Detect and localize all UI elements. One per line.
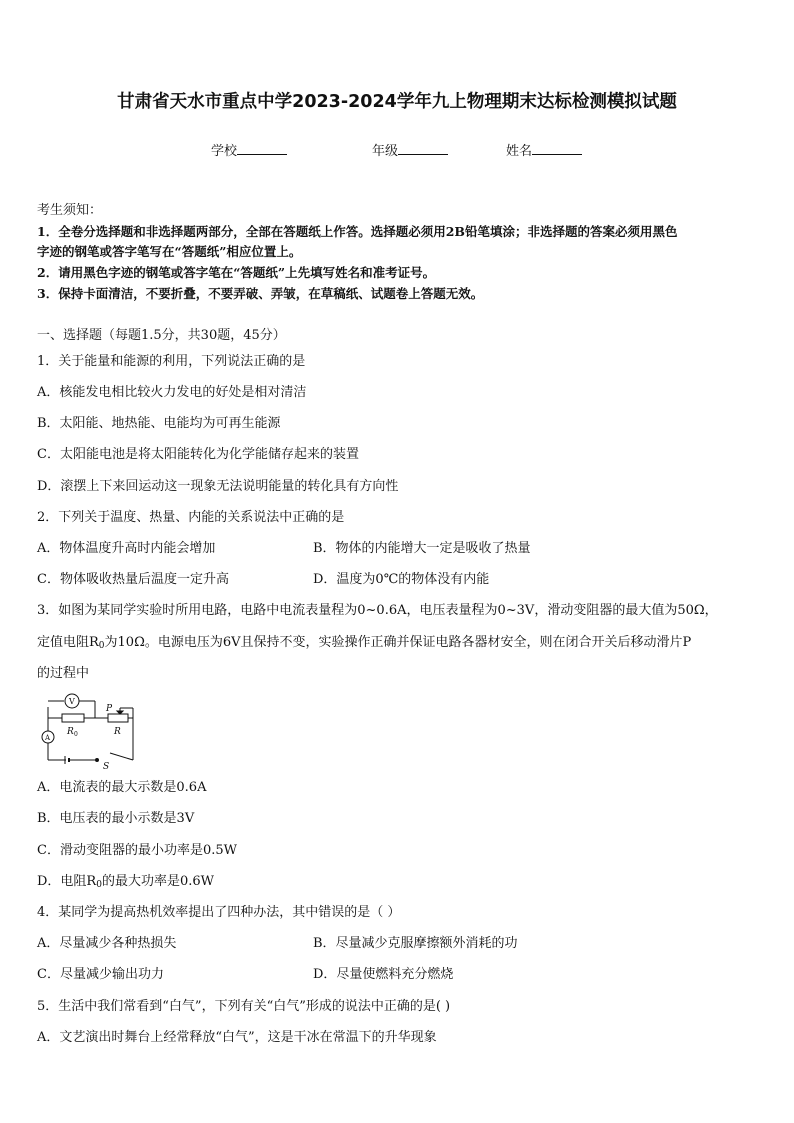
q1-option-b: B．太阳能、地热能、电能均为可再生能源 (37, 416, 281, 431)
name-field (506, 140, 582, 159)
section-heading: 一、选择题（每题1.5分，共30题，45分） (37, 328, 286, 343)
q3-option-d-post: 的最大功率是0.6W (101, 874, 214, 889)
notice-heading: 考生须知： (37, 203, 103, 218)
r0-label-sub: 0 (74, 731, 78, 738)
notice-item-2: 2．请用黑色字迹的钢笔或答字笔在“答题纸”上先填写姓名和准考证号。 (37, 265, 436, 280)
name-blank (532, 142, 582, 155)
school-label: 学校 (211, 144, 238, 159)
q3-line-2-pre: 定值电阻R (37, 635, 99, 650)
ammeter-label: A (45, 734, 51, 742)
q4-option-b: B．尽量减少克服摩擦额外消耗的功 (313, 936, 518, 951)
rheostat-r-icon (108, 714, 128, 722)
q4-option-a: A．尽量减少各种热损失 (37, 936, 177, 951)
q3-line-1: 3．如图为某同学实验时所用电路，电路中电流表量程为0~0.6A，电压表量程为0~3V，滑动变阻器的最大值为50Ω， (37, 603, 718, 618)
switch-blade (110, 753, 133, 760)
name-label: 姓名 (506, 144, 533, 159)
slider-label: P (106, 704, 113, 714)
q3-line-2 (37, 635, 691, 654)
notice-item-1a: 1．全卷分选择题和非选择题两部分，全部在答题纸上作答。选择题必须用2B铅笔填涂；非选择题的答案必须用黑色 (37, 224, 678, 239)
grade-label: 年级 (372, 144, 399, 159)
q3-line-3: 的过程中 (37, 666, 90, 681)
q5-stem: 5．生活中我们常看到“白气”，下列有关“白气”形成的说法中正确的是( ) (37, 999, 451, 1014)
notice-item-3: 3．保持卡面清洁，不要折叠，不要弄破、弄皱，在草稿纸、试题卷上答题无效。 (37, 286, 484, 301)
q2-stem: 2．下列关于温度、热量、内能的关系说法中正确的是 (37, 510, 345, 525)
notice-item-1b: 字迹的钢笔或答字笔写在“答题纸”相应位置上。 (37, 244, 302, 259)
q3-option-d-sub: 0 (96, 880, 102, 890)
r-label: R (114, 727, 121, 737)
q3-option-c: C．滑动变阻器的最小功率是0.5W (37, 843, 237, 858)
r0-label: R (67, 727, 74, 737)
resistor-r0-icon (62, 714, 84, 722)
q3-option-b: B．电压表的最小示数是3V (37, 811, 195, 826)
q2-option-d: D．温度为0℃的物体没有内能 (313, 572, 490, 587)
q1-option-a: A．核能发电相比较火力发电的好处是相对清洁 (37, 385, 307, 400)
grade-field (372, 140, 448, 159)
q1-stem: 1．关于能量和能源的利用，下列说法正确的是 (37, 354, 306, 369)
q2-option-b: B．物体的内能增大一定是吸收了热量 (313, 541, 531, 556)
q2-option-c: C．物体吸收热量后温度一定升高 (37, 572, 229, 587)
q4-stem: 4．某同学为提高热机效率提出了四种办法，其中错误的是（ ） (37, 905, 401, 920)
q1-option-c: C．太阳能电池是将太阳能转化为化学能储存起来的装置 (37, 447, 359, 462)
page-title: 甘肃省天水市重点中学2023-2024学年九上物理期末达标检测模拟试题 (117, 92, 677, 112)
voltmeter-label: V (69, 697, 75, 706)
circuit-diagram (40, 690, 140, 770)
q4-option-c: C．尽量减少输出功力 (37, 967, 164, 982)
q5-option-a: A．文艺演出时舞台上经常释放“白气”，这是干冰在常温下的升华现象 (37, 1030, 437, 1045)
q3-option-a: A．电流表的最大示数是0.6A (37, 780, 207, 795)
q1-option-d: D．滚摆上下来回运动这一现象无法说明能量的转化具有方向性 (37, 479, 399, 494)
q3-line-2-post: 为10Ω。电源电压为6V且保持不变，实验操作正确并保证电路各器材安全，则在闭合开关后移动滑片P (104, 635, 692, 650)
switch-label: S (103, 762, 110, 770)
q2-option-a: A．物体温度升高时内能会增加 (37, 541, 216, 556)
q3-line-2-sub: 0 (98, 641, 105, 651)
grade-blank (398, 142, 448, 155)
q3-option-d-pre: D．电阻R (37, 874, 97, 889)
school-blank (237, 142, 287, 155)
school-field (211, 140, 287, 159)
q3-option-d (37, 874, 214, 893)
q4-option-d: D．尽量使燃料充分燃烧 (313, 967, 454, 982)
